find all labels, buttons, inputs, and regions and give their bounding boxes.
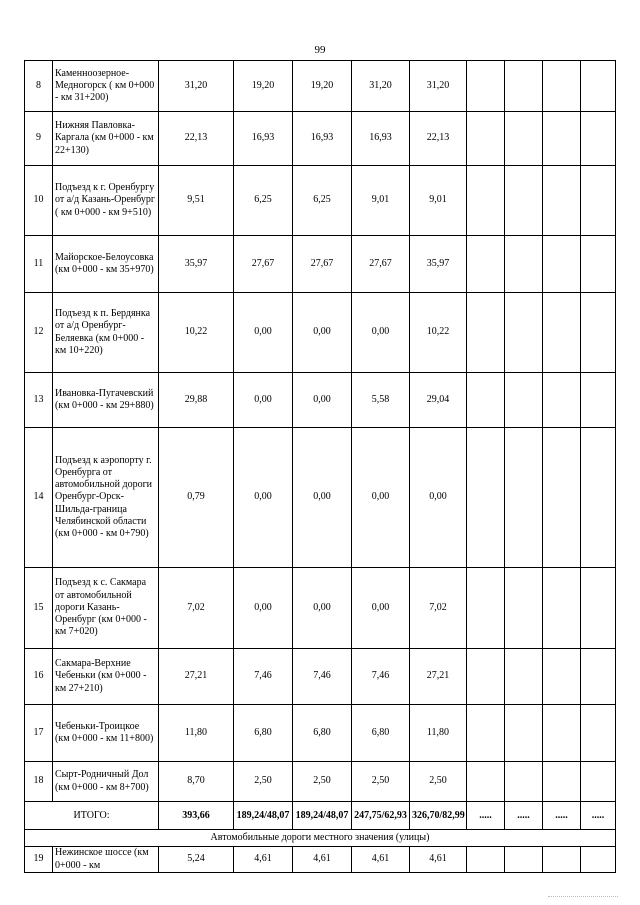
empty-cell	[505, 847, 543, 873]
empty-cell	[581, 428, 616, 568]
total-label: ИТОГО:	[25, 802, 159, 830]
empty-cell	[467, 293, 505, 373]
empty-cell	[467, 373, 505, 428]
value-cell: 0,00	[410, 428, 467, 568]
value-cell: 9,51	[159, 166, 234, 236]
road-name: Каменноозерное-Медногорск ( км 0+000 - км 31+200)	[53, 61, 159, 112]
value-cell: 6,80	[352, 705, 410, 762]
empty-cell	[581, 236, 616, 293]
value-cell: 0,00	[293, 568, 352, 649]
value-cell: 35,97	[159, 236, 234, 293]
empty-cell	[543, 293, 581, 373]
empty-cell	[543, 428, 581, 568]
total-value: 189,24/48,07	[234, 802, 293, 830]
empty-cell	[505, 166, 543, 236]
road-name: Подъезд к п. Бердянка от а/д Оренбург-Беляевка (км 0+000 - км 10+220)	[53, 293, 159, 373]
empty-cell	[581, 112, 616, 166]
table-row	[25, 847, 616, 873]
row-number: 11	[25, 236, 53, 293]
total-placeholder: .....	[467, 802, 505, 830]
value-cell: 2,50	[293, 762, 352, 802]
value-cell: 11,80	[159, 705, 234, 762]
empty-cell	[505, 373, 543, 428]
road-name: Ивановка-Пугачевский (км 0+000 - км 29+880)	[53, 373, 159, 428]
row-number: 14	[25, 428, 53, 568]
total-placeholder: .....	[581, 802, 616, 830]
value-cell: 4,61	[410, 847, 467, 873]
value-cell: 31,20	[410, 61, 467, 112]
empty-cell	[467, 166, 505, 236]
empty-cell	[581, 762, 616, 802]
value-cell: 29,88	[159, 373, 234, 428]
page-number: 99	[314, 44, 326, 56]
value-cell: 16,93	[234, 112, 293, 166]
road-name: Чебеньки-Троицкое (км 0+000 - км 11+800)	[53, 705, 159, 762]
value-cell: 11,80	[410, 705, 467, 762]
table-row	[25, 112, 616, 166]
road-name: Нежинское шоссе (км 0+000 - км	[53, 847, 159, 873]
empty-cell	[581, 61, 616, 112]
value-cell: 0,00	[293, 293, 352, 373]
total-value: 247,75/62,93	[352, 802, 410, 830]
value-cell: 31,20	[159, 61, 234, 112]
value-cell: 2,50	[352, 762, 410, 802]
row-number: 15	[25, 568, 53, 649]
empty-cell	[467, 568, 505, 649]
section-row	[25, 830, 616, 847]
table-row	[25, 293, 616, 373]
value-cell: 0,79	[159, 428, 234, 568]
row-number: 16	[25, 649, 53, 705]
section-header: Автомобильные дороги местного значения (улицы)	[25, 830, 616, 847]
value-cell: 31,20	[352, 61, 410, 112]
value-cell: 7,02	[159, 568, 234, 649]
empty-cell	[543, 705, 581, 762]
empty-cell	[543, 61, 581, 112]
empty-cell	[467, 847, 505, 873]
empty-cell	[505, 568, 543, 649]
empty-cell	[581, 649, 616, 705]
table-row	[25, 705, 616, 762]
value-cell: 0,00	[234, 568, 293, 649]
road-name: Подъезд к с. Сакмара от автомобильной дороги Казань-Оренбург (км 0+000 - км 7+020)	[53, 568, 159, 649]
empty-cell	[505, 112, 543, 166]
value-cell: 2,50	[234, 762, 293, 802]
road-name: Сакмара-Верхние Чебеньки (км 0+000 - км 27+210)	[53, 649, 159, 705]
empty-cell	[543, 373, 581, 428]
value-cell: 0,00	[352, 293, 410, 373]
value-cell: 9,01	[352, 166, 410, 236]
empty-cell	[505, 236, 543, 293]
empty-cell	[467, 705, 505, 762]
value-cell: 6,25	[234, 166, 293, 236]
total-placeholder: .....	[505, 802, 543, 830]
empty-cell	[543, 568, 581, 649]
value-cell: 19,20	[234, 61, 293, 112]
row-number: 13	[25, 373, 53, 428]
total-row	[25, 802, 616, 830]
empty-cell	[543, 112, 581, 166]
empty-cell	[581, 705, 616, 762]
row-number: 18	[25, 762, 53, 802]
value-cell: 16,93	[293, 112, 352, 166]
value-cell: 29,04	[410, 373, 467, 428]
road-name: Сырт-Родничный Дол (км 0+000 - км 8+700)	[53, 762, 159, 802]
value-cell: 6,25	[293, 166, 352, 236]
value-cell: 8,70	[159, 762, 234, 802]
total-value: 393,66	[159, 802, 234, 830]
value-cell: 0,00	[234, 428, 293, 568]
row-number: 19	[25, 847, 53, 873]
value-cell: 4,61	[352, 847, 410, 873]
table-row	[25, 373, 616, 428]
value-cell: 10,22	[410, 293, 467, 373]
total-value: 326,70/82,99	[410, 802, 467, 830]
empty-cell	[505, 705, 543, 762]
empty-cell	[467, 61, 505, 112]
empty-cell	[505, 762, 543, 802]
empty-cell	[467, 762, 505, 802]
empty-cell	[467, 649, 505, 705]
value-cell: 5,58	[352, 373, 410, 428]
value-cell: 10,22	[159, 293, 234, 373]
table-row	[25, 649, 616, 705]
value-cell: 6,80	[293, 705, 352, 762]
empty-cell	[581, 166, 616, 236]
empty-cell	[505, 293, 543, 373]
empty-cell	[505, 649, 543, 705]
empty-cell	[467, 428, 505, 568]
empty-cell	[505, 61, 543, 112]
road-name: Нижняя Павловка-Каргала (км 0+000 - км 22+130)	[53, 112, 159, 166]
row-number: 9	[25, 112, 53, 166]
value-cell: 5,24	[159, 847, 234, 873]
roads-table	[24, 60, 616, 873]
row-number: 10	[25, 166, 53, 236]
value-cell: 0,00	[234, 373, 293, 428]
table-row	[25, 166, 616, 236]
value-cell: 27,67	[352, 236, 410, 293]
footer-mark	[548, 896, 618, 901]
value-cell: 7,46	[352, 649, 410, 705]
value-cell: 22,13	[159, 112, 234, 166]
empty-cell	[581, 373, 616, 428]
value-cell: 27,21	[159, 649, 234, 705]
value-cell: 19,20	[293, 61, 352, 112]
total-placeholder: .....	[543, 802, 581, 830]
empty-cell	[543, 847, 581, 873]
value-cell: 27,67	[293, 236, 352, 293]
table-row	[25, 762, 616, 802]
value-cell: 4,61	[234, 847, 293, 873]
empty-cell	[543, 762, 581, 802]
value-cell: 7,46	[293, 649, 352, 705]
empty-cell	[581, 568, 616, 649]
empty-cell	[543, 649, 581, 705]
road-name: Подъезд к г. Оренбургу от а/д Казань-Оренбург ( км 0+000 - км 9+510)	[53, 166, 159, 236]
empty-cell	[505, 428, 543, 568]
row-number: 12	[25, 293, 53, 373]
value-cell: 7,46	[234, 649, 293, 705]
value-cell: 0,00	[293, 373, 352, 428]
empty-cell	[581, 847, 616, 873]
value-cell: 0,00	[293, 428, 352, 568]
empty-cell	[543, 166, 581, 236]
value-cell: 0,00	[234, 293, 293, 373]
table-row	[25, 236, 616, 293]
empty-cell	[467, 112, 505, 166]
table-row	[25, 428, 616, 568]
value-cell: 35,97	[410, 236, 467, 293]
value-cell: 27,67	[234, 236, 293, 293]
value-cell: 0,00	[352, 568, 410, 649]
value-cell: 4,61	[293, 847, 352, 873]
value-cell: 7,02	[410, 568, 467, 649]
empty-cell	[581, 293, 616, 373]
road-name: Подъезд к аэропорту г. Оренбурга от автомобильной дороги Оренбург-Орск-Шильда-граница Челябинской области (км 0+000 - км 0+790)	[53, 428, 159, 568]
value-cell: 16,93	[352, 112, 410, 166]
row-number: 17	[25, 705, 53, 762]
road-name: Майорское-Белоусовка (км 0+000 - км 35+970)	[53, 236, 159, 293]
table-row	[25, 61, 616, 112]
empty-cell	[467, 236, 505, 293]
total-value: 189,24/48,07	[293, 802, 352, 830]
value-cell: 22,13	[410, 112, 467, 166]
value-cell: 2,50	[410, 762, 467, 802]
value-cell: 9,01	[410, 166, 467, 236]
value-cell: 27,21	[410, 649, 467, 705]
value-cell: 6,80	[234, 705, 293, 762]
value-cell: 0,00	[352, 428, 410, 568]
empty-cell	[543, 236, 581, 293]
table-row	[25, 568, 616, 649]
row-number: 8	[25, 61, 53, 112]
